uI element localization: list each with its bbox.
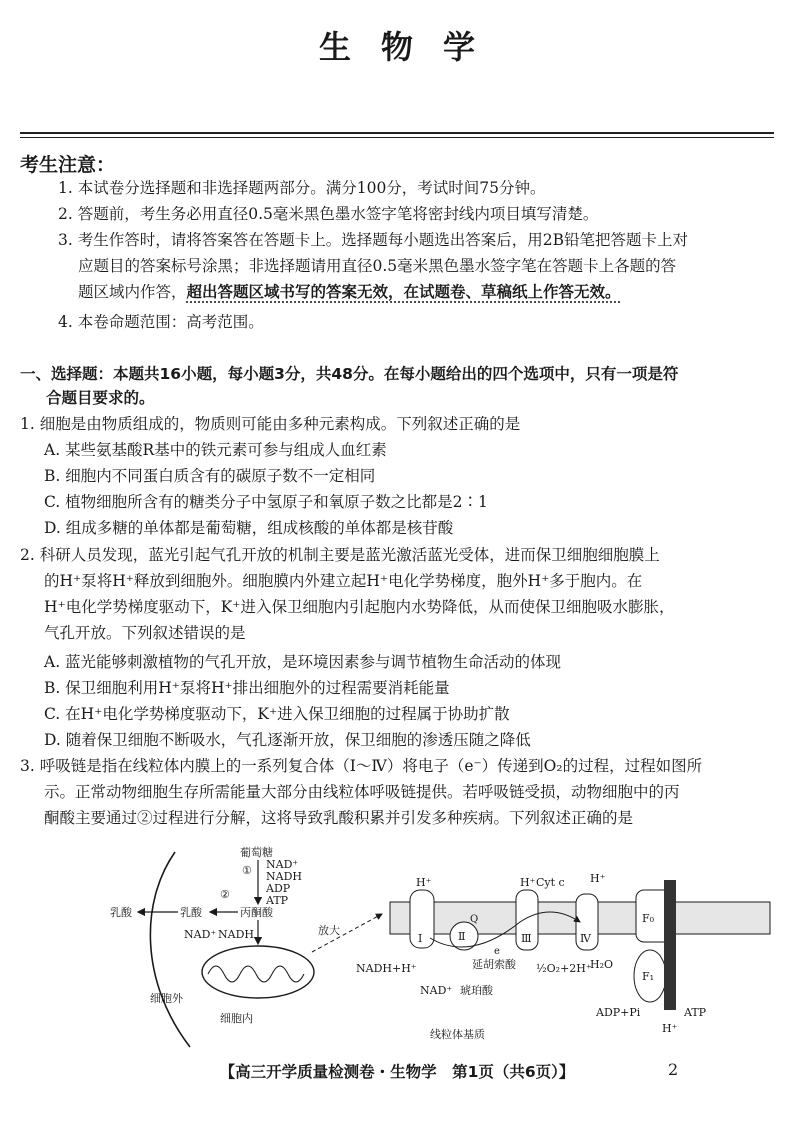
adp-pi-label: ADP+Pi [596,1006,641,1019]
q2-stem-4: 气孔开放。下列叙述错误的是 [44,624,246,642]
q1-option-a: A. 某些氨基酸R基中的铁元素可参与组成人血红素 [44,441,387,459]
succinate-label: 琥珀酸 [460,984,493,997]
nad-label: NAD⁺ [266,858,299,871]
notice-item-3-cont2 [78,282,621,302]
intracellular-label: 细胞内 [220,1012,253,1025]
matrix-label: 线粒体基质 [430,1028,485,1041]
cytc-label: Cyt c [536,876,565,889]
nadh-label: NADH [266,870,302,883]
page-footer: 【高三开学质量检测卷・生物学 第1页（共6页）】 [219,1063,575,1081]
atp2-label: ATP [684,1006,707,1019]
atp-label: ATP [266,894,289,907]
notice-warning: 超出答题区域书写的答案无效，在试题卷、草稿纸上作答无效。 [186,283,621,301]
q2-stem-3: H⁺电化学势梯度驱动下，K⁺进入保卫细胞内引起胞内水势降低，从而使保卫细胞吸水膨胀， [44,598,675,616]
complex-3-label: Ⅲ [521,932,532,945]
extracellular-label: 细胞外 [150,992,183,1005]
notice-item-4: 4. 本卷命题范围：高考范围。 [58,313,264,331]
notice-item-3-tail: 题区域内作答， [78,283,187,301]
h-plus-3: H⁺ [590,872,606,885]
q3-stem-2: 示。正常动物细胞生存所需能量大部分由线粒体呼吸链提供。若呼吸链受损，动物细胞中的丙 [44,783,680,801]
f1-label: F₁ [642,970,655,983]
complex-2-label: Ⅱ [458,930,466,943]
q1-option-c: C. 植物细胞所含有的糖类分子中氢原子和氧原子数之比都是2∶1 [44,493,488,511]
section-heading: 一、选择题：本题共16小题，每小题3分，共48分。在每小题给出的四个选项中，只有一项是符 [20,365,679,383]
complex-4-label: Ⅳ [580,932,591,945]
zoom-label: 放大 [318,924,340,937]
cell-membrane [150,852,190,1047]
notice-item-2: 2. 答题前，考生务必用直径0.5毫米黑色墨水签字笔将密封线内项目填写清楚。 [58,205,599,223]
q2-option-c: C. 在H⁺电化学势梯度驱动下，K⁺进入保卫细胞的过程属于协助扩散 [44,705,510,723]
notice-item-1: 1. 本试卷分选择题和非选择题两部分。满分100分，考试时间75分钟。 [58,179,546,197]
atp-synthase-stalk [664,880,676,1010]
notice-item-3: 3. 考生作答时，请将答案答在答题卡上。选择题每小题选出答案后，用2B铅笔把答题卡上对 [58,231,688,249]
glucose-label: 葡萄糖 [240,846,273,859]
pyruvate-label: 丙酮酸 [240,906,273,919]
page-number: 2 [668,1060,679,1079]
q3-stem-1: 3. 呼吸链是指在线粒体内膜上的一系列复合体（Ⅰ～Ⅳ）将电子（e⁻）传递到O₂的过程，过程如图所 [20,757,703,775]
respiration-diagram [100,842,780,1052]
o2-label: ½O₂+2H⁺ [536,962,592,975]
section-heading-cont: 合题目要求的。 [46,389,155,407]
q1-option-d: D. 组成多糖的单体都是葡萄糖，组成核酸的单体都是核苷酸 [44,519,454,537]
f0-label: F₀ [642,912,655,925]
nadh-h-label: NADH+H⁺ [356,962,417,975]
q-label: Q [470,914,479,925]
nad3-label: NAD⁺ [420,984,453,997]
step1-label: ① [242,864,252,877]
q2-stem-1: 2. 科研人员发现，蓝光引起气孔开放的机制主要是蓝光激活蓝光受体，进而保卫细胞细胞膜上 [20,546,660,564]
fumarate-label: 延胡索酸 [472,958,516,971]
lactate-out-label: 乳酸 [110,906,132,919]
complex-1-label: Ⅰ [418,932,423,945]
q2-stem-2: 的H⁺泵将H⁺释放到细胞外。细胞膜内外建立起H⁺电化学势梯度，胞外H⁺多于胞内。在 [44,572,643,590]
q2-option-d: D. 随着保卫细胞不断吸水，气孔逐渐开放，保卫细胞的渗透压随之降低 [44,731,531,749]
nad2-label: NAD⁺ [184,928,217,941]
q1-stem: 1. 细胞是由物质组成的，物质则可能由多种元素构成。下列叙述正确的是 [20,415,521,433]
nadh2-label: NADH [218,928,254,941]
h2o-label: H₂O [590,958,614,971]
notice-item-3-cont: 应题目的答案标号涂黑；非选择题请用直径0.5毫米黑色墨水签字笔在答题卡上各题的答 [78,257,677,275]
h-plus-1: H⁺ [416,876,432,889]
q3-stem-3: 酮酸主要通过②过程进行分解，这将导致乳酸积累并引发多种疾病。下列叙述正确的是 [44,809,634,827]
adp-label: ADP [266,882,291,895]
notice-heading: 考生注意： [20,154,116,176]
lactate-in-label: 乳酸 [180,906,202,919]
h-plus-4: H⁺ [662,1022,678,1035]
h-plus-2: H⁺ [520,876,536,889]
q2-option-a: A. 蓝光能够刺激植物的气孔开放，是环境因素参与调节植物生命活动的体现 [44,653,562,671]
header-rule-thin [20,137,774,138]
mitochondrion-outer [202,946,314,998]
page-title: 生物学 [318,28,505,66]
electron-label: e [494,946,500,957]
q2-option-b: B. 保卫细胞利用H⁺泵将H⁺排出细胞外的过程需要消耗能量 [44,679,450,697]
step2-label: ② [220,888,230,901]
header-rule [20,132,774,134]
mitochondrion-cristae [208,966,304,982]
q1-option-b: B. 细胞内不同蛋白质含有的碳原子数不一定相同 [44,467,376,485]
